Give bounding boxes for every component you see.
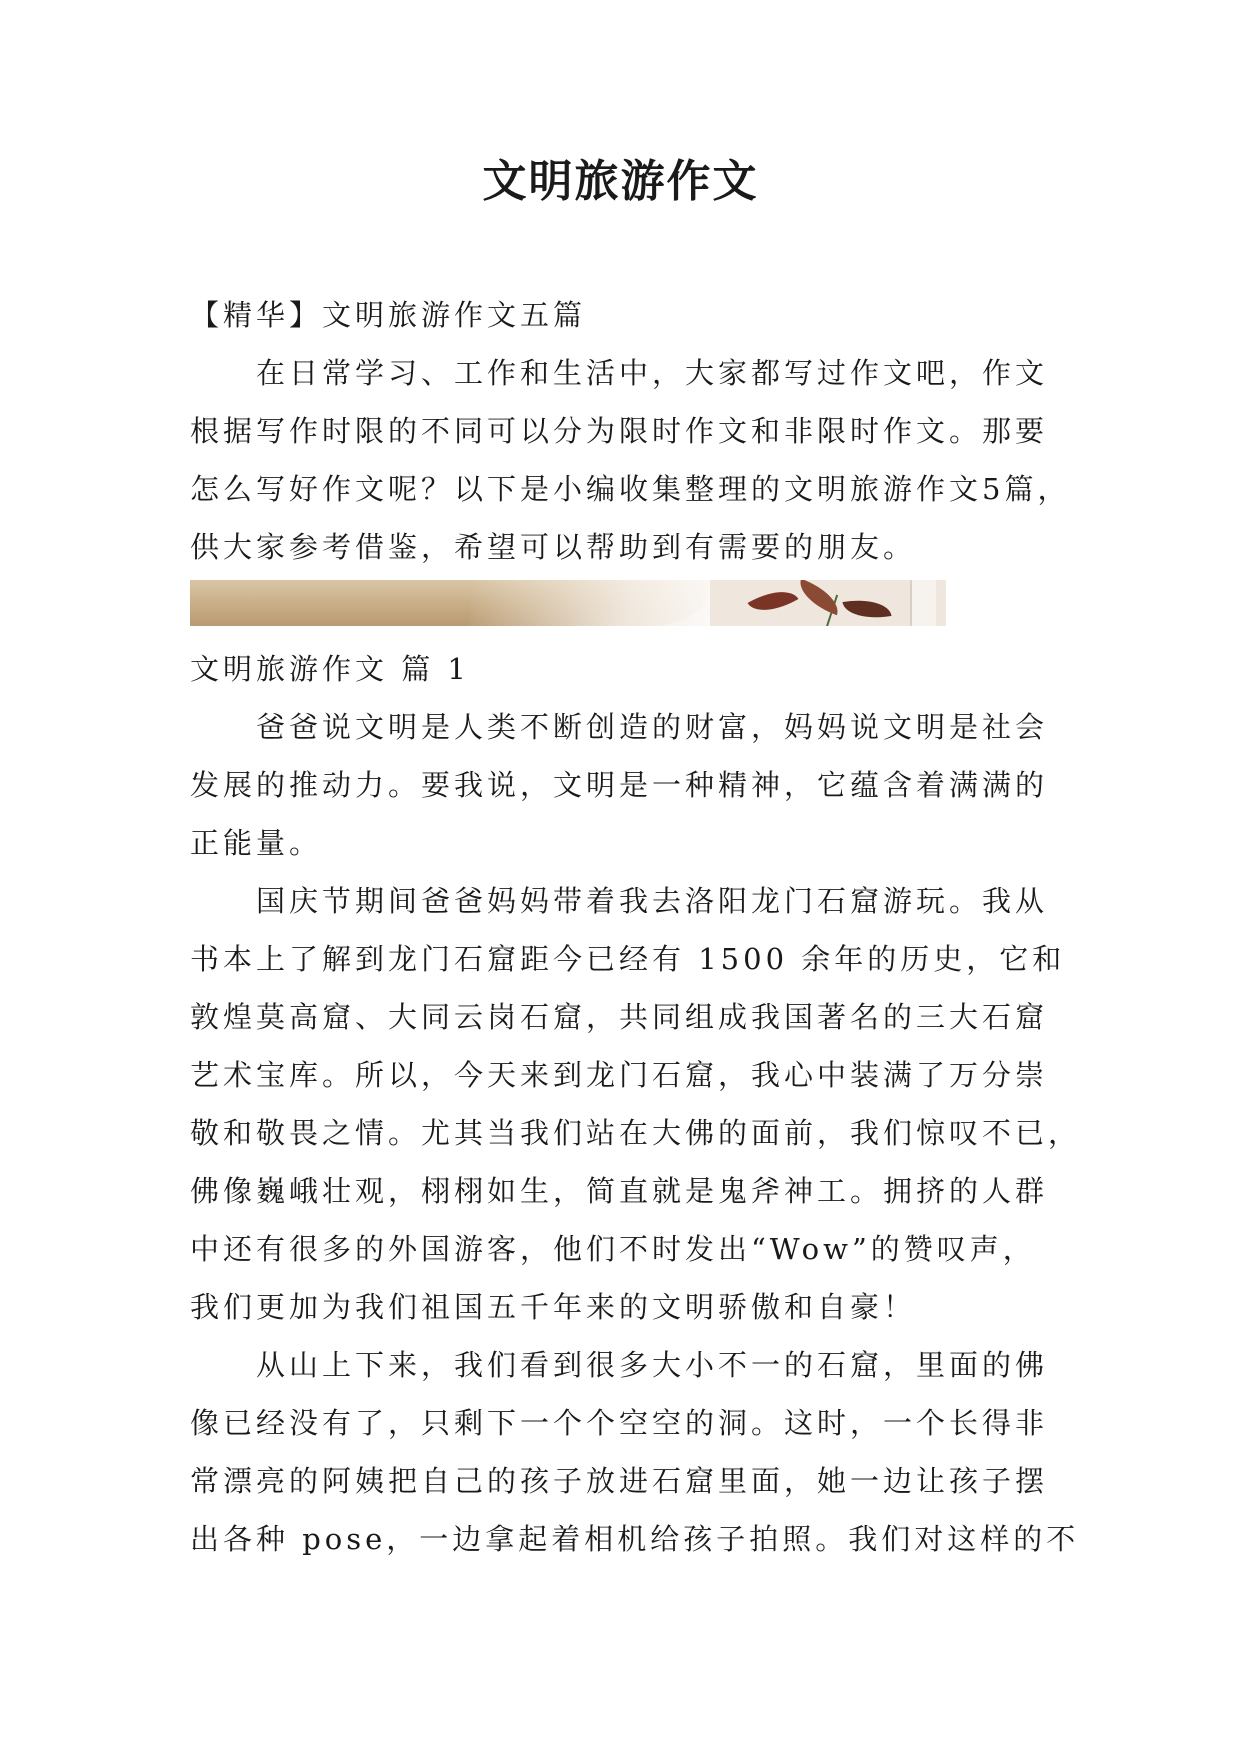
paragraph-line: 佛像巍峨壮观，栩栩如生，简直就是鬼斧神工。拥挤的人群 — [190, 1174, 1049, 1208]
document-title: 文明旅游作文 — [482, 156, 759, 207]
intro-line: 供大家参考借鉴，希望可以帮助到有需要的朋友。 — [190, 530, 917, 564]
intro-line: 根据写作时限的不同可以分为限时作文和非限时作文。那要 — [190, 414, 1049, 448]
paragraph-line: 常漂亮的阿姨把自己的孩子放进石窟里面，她一边让孩子摆 — [190, 1464, 1049, 1498]
paragraph-line: 敦煌莫高窟、大同云岗石窟，共同组成我国著名的三大石窟 — [190, 1000, 1049, 1034]
paragraph-line: 发展的推动力。要我说，文明是一种精神，它蕴含着满满的 — [190, 768, 1049, 802]
decorative-banner-image — [190, 580, 946, 626]
paragraph-line: 书本上了解到龙门石窟距今已经有 1500 余年的历史，它和 — [190, 942, 1066, 976]
paragraph-line: 国庆节期间爸爸妈妈带着我去洛阳龙门石窟游玩。我从 — [256, 884, 1049, 918]
intro-line: 在日常学习、工作和生活中，大家都写过作文吧，作文 — [256, 356, 1049, 390]
paragraph-line: 敬和敬畏之情。尤其当我们站在大佛的面前，我们惊叹不已， — [190, 1116, 1082, 1150]
paragraph-line: 像已经没有了，只剩下一个个空空的洞。这时，一个长得非 — [190, 1406, 1049, 1440]
paragraph-line: 正能量。 — [190, 826, 323, 860]
paragraph-line: 我们更加为我们祖国五千年来的文明骄傲和自豪！ — [190, 1290, 917, 1324]
paragraph-line: 爸爸说文明是人类不断创造的财富，妈妈说文明是社会 — [256, 710, 1049, 744]
document-subtitle: 【精华】文明旅游作文五篇 — [190, 298, 587, 332]
document-body — [190, 286, 1082, 1568]
paragraph-line: 中还有很多的外国游客，他们不时发出“Wow”的赞叹声， — [190, 1232, 1036, 1266]
paragraph-line: 出各种 pose，一边拿起着相机给孩子拍照。我们对这样的不 — [190, 1522, 1080, 1556]
intro-line: 怎么写好作文呢？以下是小编收集整理的文明旅游作文5篇， — [190, 472, 1071, 506]
paragraph-line: 艺术宝库。所以，今天来到龙门石窟，我心中装满了万分崇 — [190, 1058, 1049, 1092]
paragraph-line: 从山上下来，我们看到很多大小不一的石窟，里面的佛 — [256, 1348, 1049, 1382]
section-heading: 文明旅游作文 篇 1 — [190, 652, 470, 686]
